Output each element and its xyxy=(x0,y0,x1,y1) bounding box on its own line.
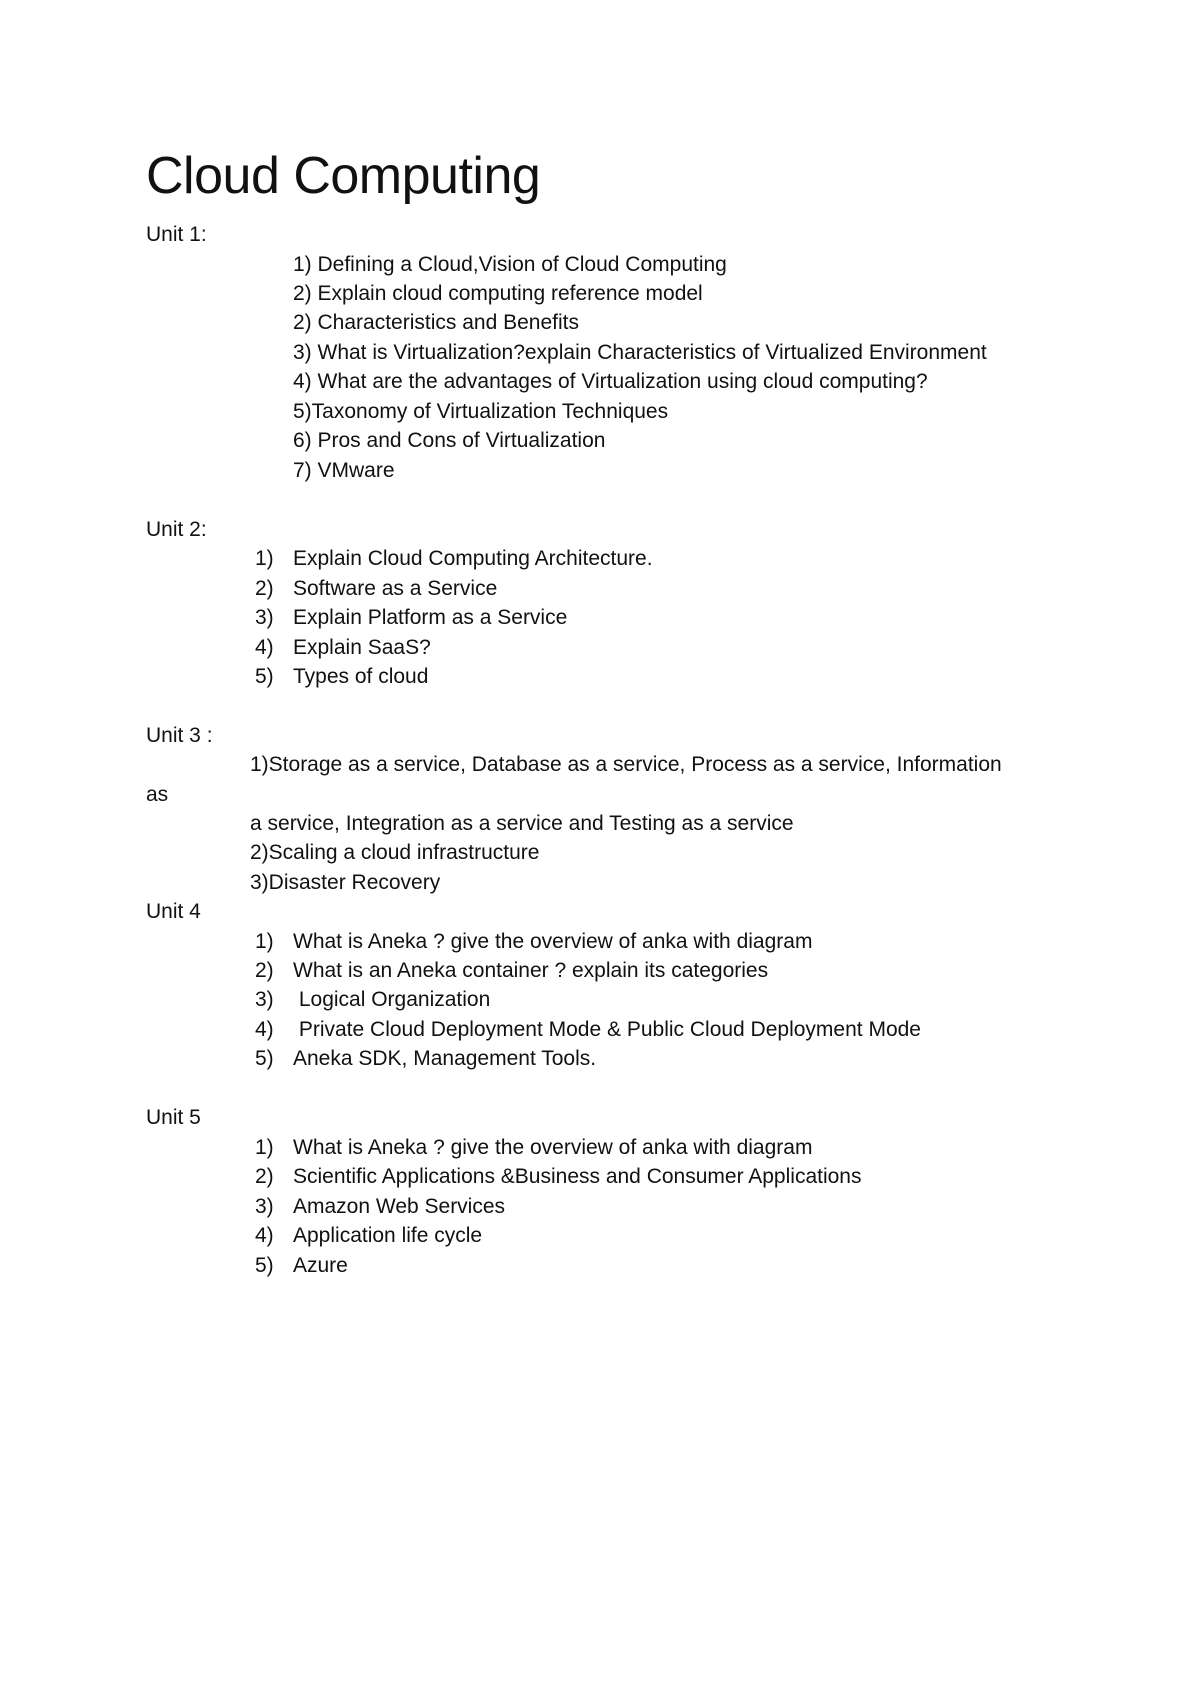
unit-2-item: Software as a Service xyxy=(293,577,498,600)
list-number: 2) xyxy=(255,1165,274,1188)
list-number: 1) xyxy=(255,930,274,953)
document-title: Cloud Computing xyxy=(146,147,541,205)
unit-3-item: 3)Disaster Recovery xyxy=(250,871,441,894)
list-number: 3) xyxy=(255,606,274,629)
unit-1-item: 1) Defining a Cloud,Vision of Cloud Computing xyxy=(293,253,727,276)
list-number: 5) xyxy=(255,1047,274,1070)
unit-3-item-wrap: as xyxy=(146,783,169,806)
unit-5-item: Scientific Applications &Business and Consumer Applications xyxy=(293,1165,862,1188)
unit-4-item: Logical Organization xyxy=(293,988,491,1011)
unit-5-item: What is Aneka ? give the overview of anka with diagram xyxy=(293,1136,813,1159)
unit-4-heading: Unit 4 xyxy=(146,900,201,923)
unit-1-item: 5)Taxonomy of Virtualization Techniques xyxy=(293,400,669,423)
unit-4-item: What is an Aneka container ? explain its categories xyxy=(293,959,769,982)
unit-1-item: 3) What is Virtualization?explain Characteristics of Virtualized Environment xyxy=(293,341,987,364)
unit-2-item: Explain Cloud Computing Architecture. xyxy=(293,547,653,570)
unit-5-item: Azure xyxy=(293,1254,348,1277)
list-number: 4) xyxy=(255,636,274,659)
unit-4-item: Aneka SDK, Management Tools. xyxy=(293,1047,597,1070)
list-number: 1) xyxy=(255,547,274,570)
unit-2-item: Types of cloud xyxy=(293,665,429,688)
list-number: 2) xyxy=(255,959,274,982)
unit-1-heading: Unit 1: xyxy=(146,223,207,246)
unit-2-heading: Unit 2: xyxy=(146,518,207,541)
unit-3-item: 2)Scaling a cloud infrastructure xyxy=(250,841,540,864)
list-number: 3) xyxy=(255,988,274,1011)
unit-1-item: 7) VMware xyxy=(293,459,395,482)
unit-5-item: Amazon Web Services xyxy=(293,1195,506,1218)
unit-4-item: Private Cloud Deployment Mode & Public Cloud Deployment Mode xyxy=(293,1018,921,1041)
unit-1-item: 6) Pros and Cons of Virtualization xyxy=(293,429,606,452)
list-number: 4) xyxy=(255,1224,274,1247)
unit-2-item: Explain Platform as a Service xyxy=(293,606,568,629)
list-number: 2) xyxy=(255,577,274,600)
list-number: 4) xyxy=(255,1018,274,1041)
unit-3-heading: Unit 3 : xyxy=(146,724,213,747)
unit-5-heading: Unit 5 xyxy=(146,1106,201,1129)
unit-1-item: 2) Explain cloud computing reference model xyxy=(293,282,703,305)
unit-4-item: What is Aneka ? give the overview of anka with diagram xyxy=(293,930,813,953)
unit-2-item: Explain SaaS? xyxy=(293,636,431,659)
list-number: 1) xyxy=(255,1136,274,1159)
unit-3-item: 1)Storage as a service, Database as a service, Process as a service, Information xyxy=(250,753,1002,776)
unit-1-item: 4) What are the advantages of Virtualization using cloud computing? xyxy=(293,370,928,393)
unit-1-item: 2) Characteristics and Benefits xyxy=(293,311,579,334)
list-number: 3) xyxy=(255,1195,274,1218)
list-number: 5) xyxy=(255,1254,274,1277)
unit-3-item: a service, Integration as a service and Testing as a service xyxy=(250,812,794,835)
list-number: 5) xyxy=(255,665,274,688)
unit-5-item: Application life cycle xyxy=(293,1224,483,1247)
